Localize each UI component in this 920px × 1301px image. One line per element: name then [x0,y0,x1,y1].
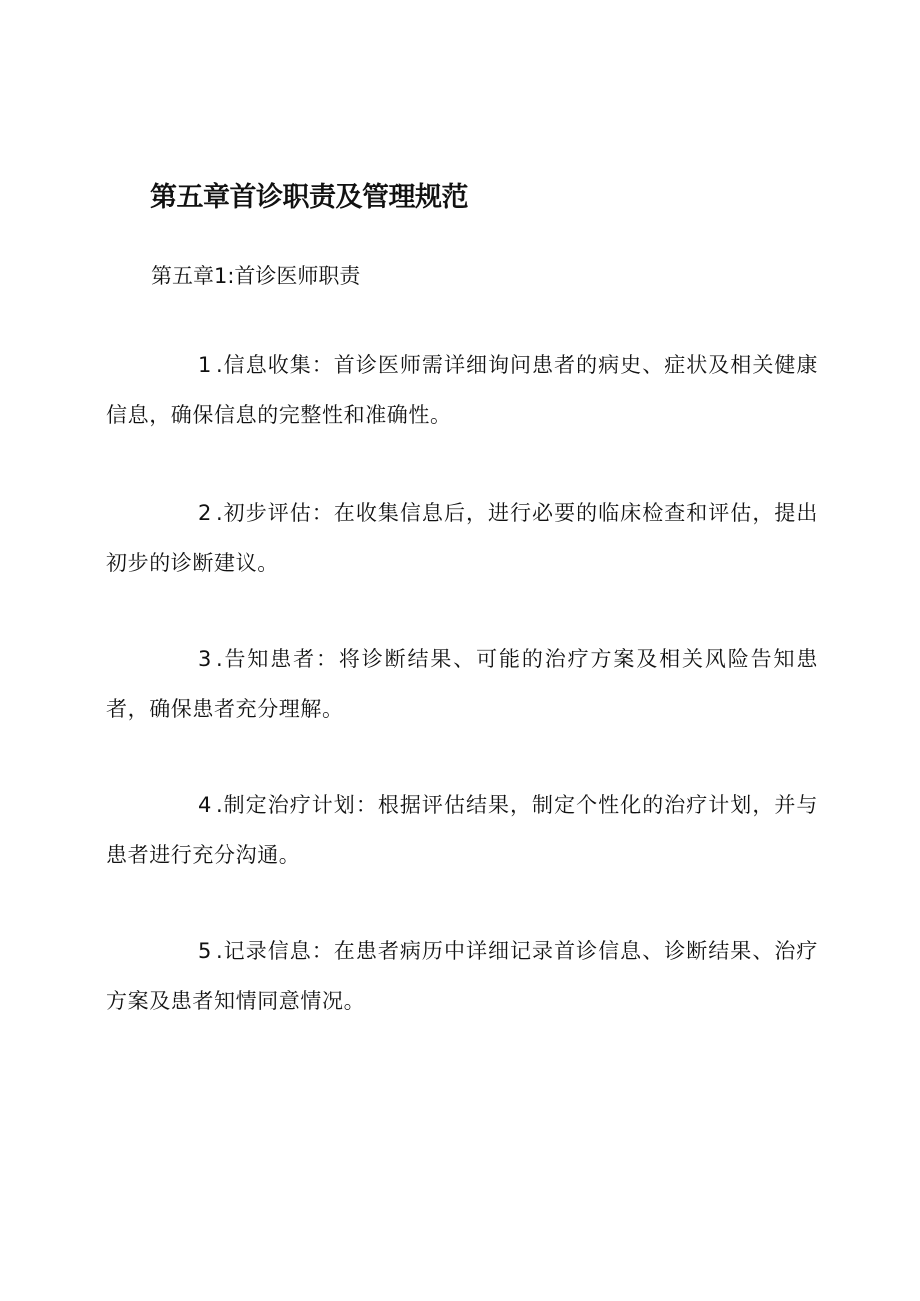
list-item-number: 4 [198,793,212,817]
section-title: 第五章1:首诊医师职责 [151,264,361,288]
list-item-text: .记录信息：在患者病历中详细记录首诊信息、诊断结果、治疗方案及患者知情同意情况。 [106,939,818,1013]
list-item-number: 5 [198,939,212,963]
page-title: 第五章首诊职责及管理规范 [150,182,468,213]
list-item-number: 2 [198,501,212,525]
list-item-text: .初步评估：在收集信息后，进行必要的临床检查和评估，提出初步的诊断建议。 [106,501,818,575]
list-item-1 [106,340,818,440]
list-item-number: 3 [198,647,212,671]
list-item-5 [106,926,818,1026]
list-item-2 [106,488,818,588]
list-item-text: .告知患者：将诊断结果、可能的治疗方案及相关风险告知患者，确保患者充分理解。 [106,647,818,721]
list-item-text: .信息收集：首诊医师需详细询问患者的病史、症状及相关健康信息，确保信息的完整性和准确性。 [106,353,818,427]
list-item-number: 1 [198,353,212,377]
list-item-4 [106,780,818,880]
list-item-text: .制定治疗计划：根据评估结果，制定个性化的治疗计划，并与患者进行充分沟通。 [106,793,818,867]
list-item-3 [106,634,818,734]
